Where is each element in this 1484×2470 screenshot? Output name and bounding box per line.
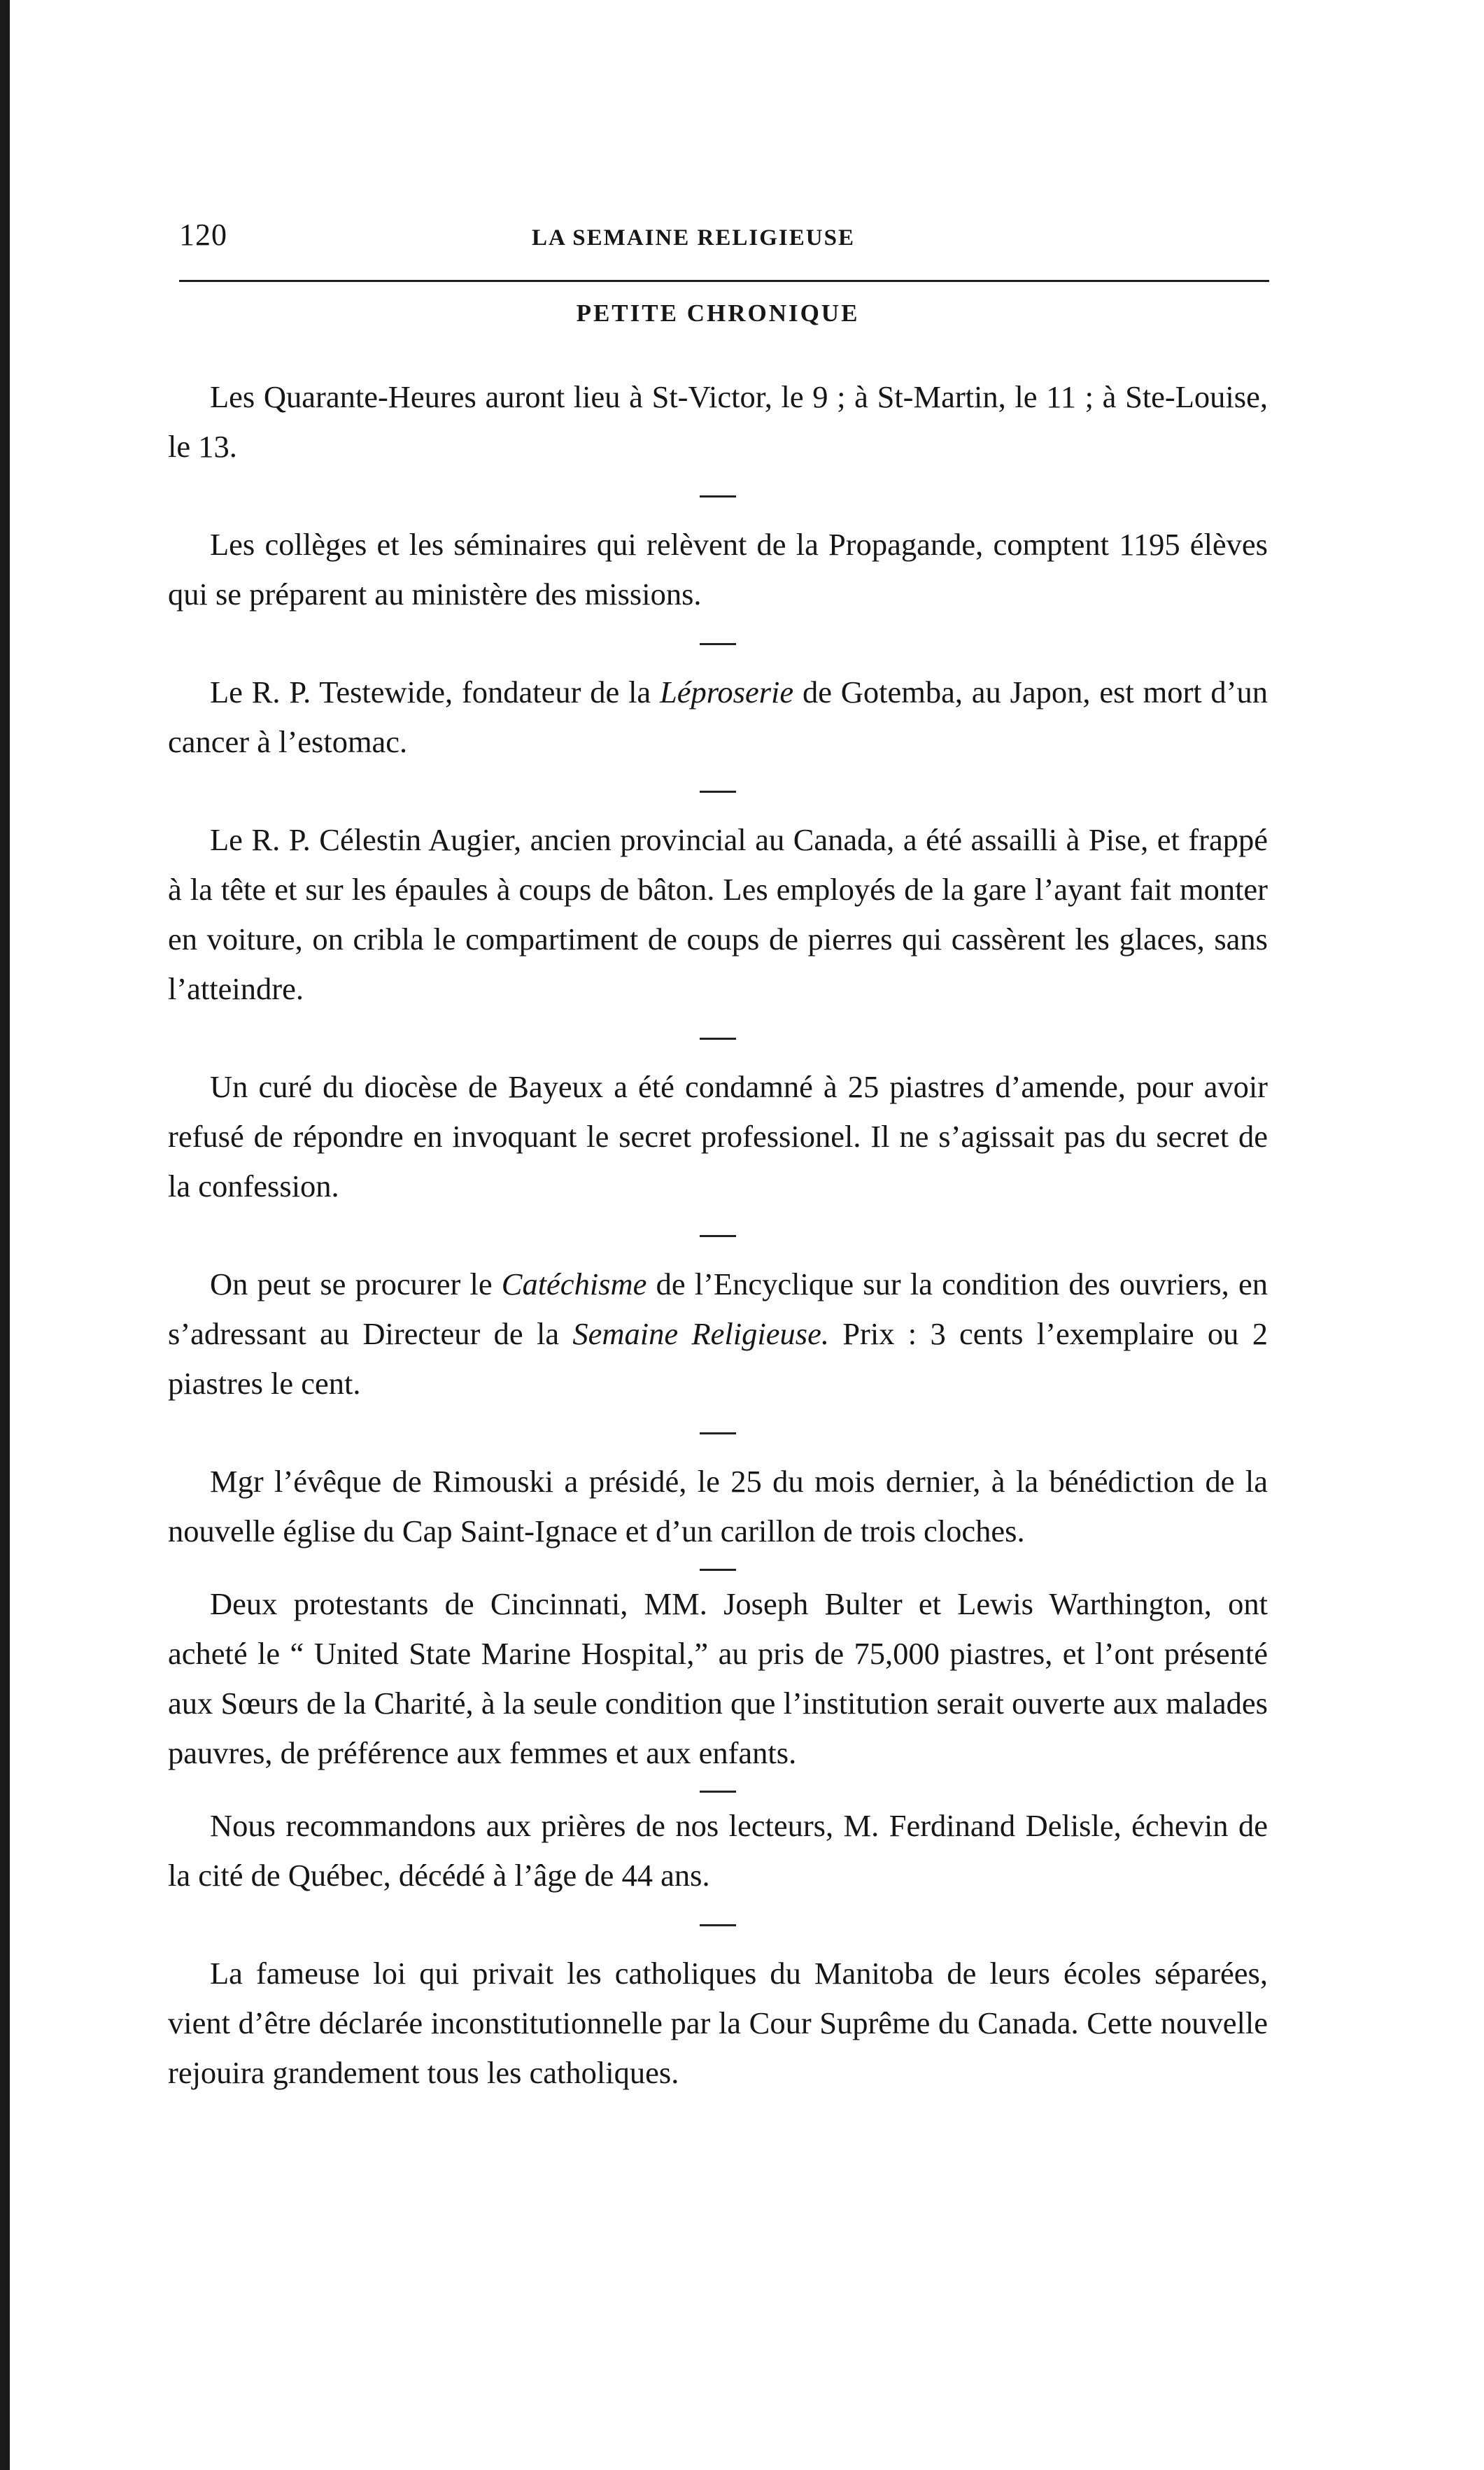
separator [700,643,736,645]
running-head [168,210,1268,259]
running-title: LA SEMAINE RELIGIEUSE [532,225,855,250]
news-item: Le R. P. Célestin Augier, ancien provincial au Canada, a été assailli à Pise, et frappé à la tête et sur les épaules à coups de bâton. Les employés de la gare l’ayant fait monter en voiture, on cribla le compartiment de coups de pierres qui cassèrent les glaces, sans l’atteindre. [168,822,1268,1006]
separator [700,1235,736,1237]
binding-edge [0,0,10,2470]
news-item: On peut se procurer le Catéchisme de l’Encyclique sur la condition des ouvriers, en s’adressant au Directeur de la Semaine Religieuse. Prix : 3 cents l’exemplaire ou 2 piastres le cent. [168,1266,1268,1401]
news-item: Les collèges et les séminaires qui relèvent de la Propagande, comptent 1195 élèves qui se préparent au ministère des missions. [168,527,1268,612]
separator [700,1038,736,1040]
news-item: La fameuse loi qui privait les catholiques du Manitoba de leurs écoles séparées, vient d’être déclarée inconstitutionnelle par la Cour Suprême du Canada. Cette nouvelle rejouira grandement tous les catholiques. [168,1956,1268,2090]
separator [700,1569,736,1571]
page [168,210,1268,2090]
news-item: Les Quarante-Heures auront lieu à St-Victor, le 9 ; à St-Martin, le 11 ; à Ste-Louise, le 13. [168,379,1268,464]
separator [700,1432,736,1434]
news-item: Nous recommandons aux prières de nos lecteurs, M. Ferdinand Delisle, échevin de la cité de Québec, décédé à l’âge de 44 ans. [168,1808,1268,1893]
separator [700,1924,736,1926]
news-item: Un curé du diocèse de Bayeux a été condamné à 25 piastres d’amende, pour avoir refusé de répondre en invoquant le secret professionel. Il ne s’agissait pas du secret de la confession. [168,1069,1268,1204]
chronicle-items [168,372,1268,2098]
news-item: Deux protestants de Cincinnati, MM. Joseph Bulter et Lewis Warthington, ont acheté le “ United State Marine Hospital,” au pris de 75,000 piastres, et l’ont présenté aux Sœurs de la Charité, à la seule condition que l’institution serait ouverte aux malades pauvres, de préférence aux femmes et aux enfants. [168,1586,1268,1770]
page-number: 120 [179,218,227,252]
news-item: Mgr l’évêque de Rimouski a présidé, le 25 du mois dernier, à la bénédiction de la nouvelle église du Cap Saint-Ignace et d’un carillon de trois cloches. [168,1464,1268,1548]
separator [700,791,736,793]
separator [700,495,736,497]
header-rule [179,280,1269,282]
section-title: PETITE CHRONIQUE [576,299,860,327]
separator [700,1791,736,1793]
news-item: Le R. P. Testewide, fondateur de la Léproserie de Gotemba, au Japon, est mort d’un cancer à l’estomac. [168,675,1268,759]
